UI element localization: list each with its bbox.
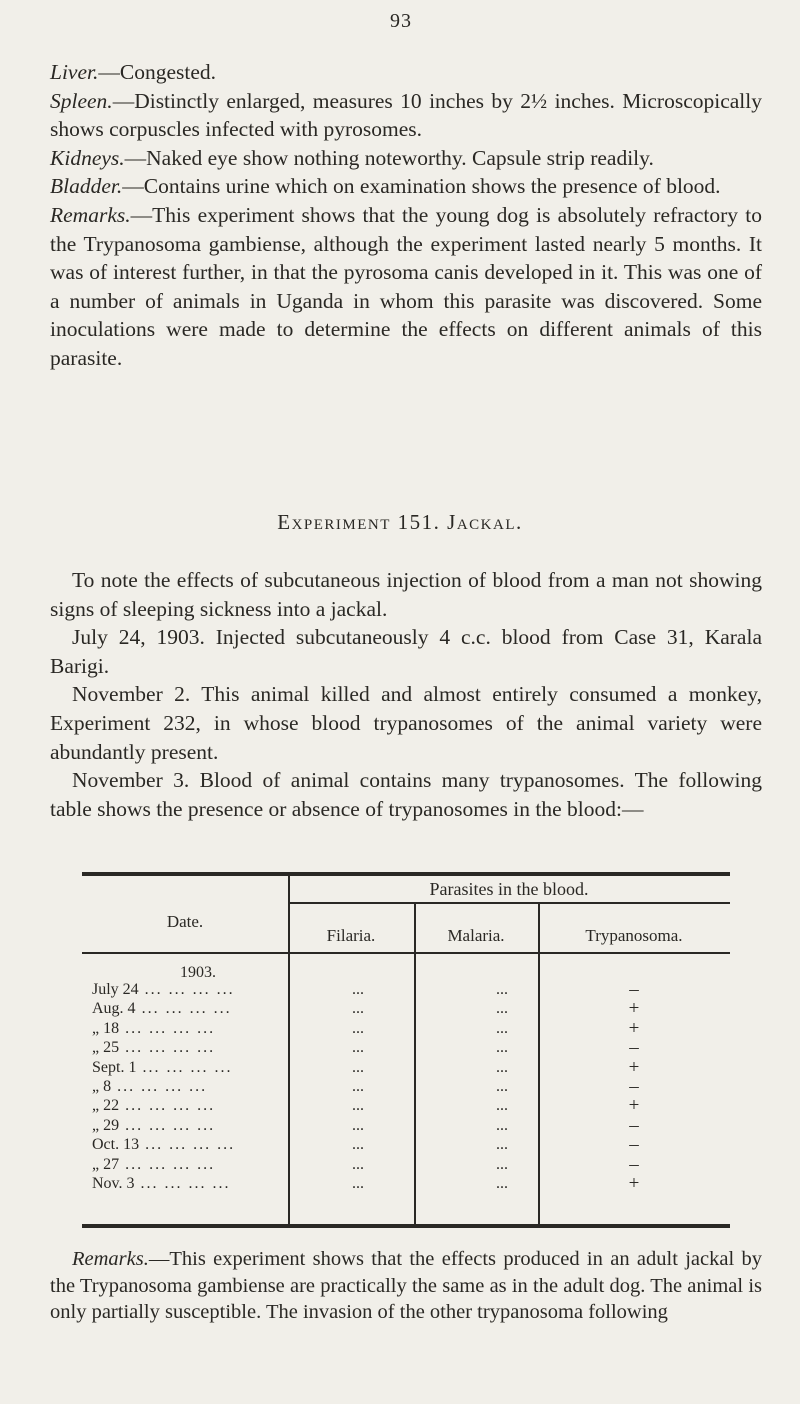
malaria-header: Malaria. (447, 926, 505, 945)
row-malaria: ... (496, 1097, 508, 1115)
table-row (82, 1019, 730, 1038)
table-row (82, 1174, 730, 1193)
page-number: 93 (390, 10, 412, 32)
row-trypanosoma: – (629, 979, 639, 1000)
row-trypanosoma: – (629, 1037, 639, 1059)
kidneys-note (50, 144, 762, 173)
liver-term: Liver. (50, 60, 99, 84)
row-date-text: July 24 (92, 981, 139, 998)
row-malaria: ... (496, 981, 508, 998)
liver-note (50, 58, 762, 87)
row-date-text: „ 29 (92, 1116, 120, 1134)
row-date-text: „ 25 (92, 1039, 120, 1057)
table-subheader-rule (288, 902, 730, 904)
table-row (82, 999, 730, 1018)
row-date-text: Oct. 13 (92, 1136, 140, 1154)
autopsy-notes (50, 58, 762, 373)
spleen-note (50, 87, 762, 144)
spleen-term: Spleen. (50, 88, 113, 113)
dot-leader: ... ... ... ... (138, 981, 235, 998)
final-remarks-term: Remarks. (72, 1248, 149, 1270)
row-trypanosoma: – (629, 1134, 639, 1156)
row-malaria: ... (496, 1058, 508, 1076)
row-trypanosoma: – (629, 1153, 639, 1175)
row-date (92, 1116, 282, 1135)
final-remarks (50, 1246, 762, 1326)
row-malaria: ... (496, 1019, 508, 1037)
dot-leader: ... ... ... ... (119, 1019, 216, 1037)
row-trypanosoma: + (628, 998, 640, 1020)
table-row (82, 1058, 730, 1077)
remarks-term: Remarks. (50, 202, 131, 227)
table-row (82, 1096, 730, 1115)
row-date-text: Aug. 4 (92, 1000, 136, 1018)
table-row (82, 1077, 730, 1096)
bladder-term: Bladder. (50, 174, 123, 199)
row-filaria: ... (352, 1136, 364, 1154)
kidneys-text: —Naked eye show nothing noteworthy. Capsule strip readily. (124, 145, 654, 170)
bladder-note (50, 172, 762, 201)
row-filaria: ... (352, 1078, 364, 1095)
row-date (92, 1077, 282, 1096)
row-filaria: ... (352, 1175, 364, 1192)
row-date-text: „ 18 (92, 1019, 120, 1037)
dot-leader: ... ... ... ... (119, 1097, 216, 1115)
row-malaria: ... (496, 1039, 508, 1057)
row-trypanosoma: + (628, 1095, 640, 1117)
row-date-text: „ 8 (92, 1078, 112, 1095)
row-date (92, 1155, 282, 1174)
table-row (82, 980, 730, 999)
dot-leader: ... ... ... ... (119, 1155, 216, 1173)
liver-text: —Congested. (98, 60, 217, 84)
row-trypanosoma: + (628, 1173, 640, 1194)
row-malaria: ... (496, 1136, 508, 1154)
november-3-entry: November 3. Blood of animal contains many trypanosomes. The following table shows the presence or absence of trypanosomes in the blood:— (50, 768, 762, 821)
row-trypanosoma: – (629, 1076, 639, 1097)
row-filaria: ... (352, 1097, 364, 1115)
experiment-body (50, 566, 762, 823)
experiment-heading: Experiment 151. Jackal. (277, 510, 523, 534)
experiment-purpose: To note the effects of subcutaneous injection of blood from a man not showing signs of sleeping sickness into a jackal. (50, 568, 762, 621)
kidneys-term: Kidneys. (50, 145, 125, 170)
row-malaria: ... (496, 1116, 508, 1134)
row-date (92, 1135, 282, 1154)
row-date (92, 1096, 282, 1115)
row-malaria: ... (496, 1078, 508, 1095)
row-filaria: ... (352, 1019, 364, 1037)
table-row (82, 1155, 730, 1174)
remarks-text: —This experiment shows that the young dog is absolutely refractory to the Trypanosoma gambiense, although the experiment lasted nearly 5 months. It was of interest further, in that the pyrosoma canis developed in it. This was one of a number of animals in Uganda in whom this parasite was discovered. Some inoculations were made to determine the effects on different animals of this parasite. (50, 202, 762, 370)
row-date (92, 1038, 282, 1057)
injection-entry: July 24, 1903. Injected subcutaneously 4 c.c. blood from Case 31, Karala Barigi. (50, 625, 762, 678)
dot-leader: ... ... ... ... (134, 1175, 231, 1192)
row-trypanosoma: + (628, 1017, 640, 1039)
filaria-header: Filaria. (326, 926, 376, 945)
row-date-text: Nov. 3 (92, 1175, 135, 1192)
row-malaria: ... (496, 1175, 508, 1192)
row-date-text: Sept. 1 (92, 1058, 137, 1076)
table-row (82, 1135, 730, 1154)
spleen-text: —Distinctly enlarged, measures 10 inches by 2½ inches. Microscopically shows corpuscles infected with pyrosomes. (50, 88, 762, 142)
dot-leader: ... ... ... ... (119, 1116, 216, 1134)
remarks-note (50, 201, 762, 373)
dot-leader: ... ... ... ... (119, 1039, 216, 1057)
table-row (82, 1116, 730, 1135)
row-date (92, 980, 282, 999)
row-date-text: „ 27 (92, 1155, 120, 1173)
row-date-text: „ 22 (92, 1097, 120, 1115)
row-malaria: ... (496, 1155, 508, 1173)
parasites-header: Parasites in the blood. (429, 879, 589, 899)
row-filaria: ... (352, 981, 364, 998)
row-trypanosoma: + (628, 1056, 640, 1078)
dot-leader: ... ... ... ... (136, 1058, 233, 1076)
row-date (92, 1058, 282, 1077)
row-date (92, 999, 282, 1018)
row-date (92, 1174, 282, 1193)
date-header: Date. (166, 912, 204, 931)
row-filaria: ... (352, 1039, 364, 1057)
table-bottom-rule (82, 1224, 730, 1228)
final-remarks-note (50, 1246, 762, 1326)
table-header-rule (82, 952, 730, 954)
row-filaria: ... (352, 1116, 364, 1134)
bladder-text: —Contains urine which on examination shows the presence of blood. (122, 174, 721, 199)
dot-leader: ... ... ... ... (111, 1078, 208, 1095)
final-remarks-text: —This experiment shows that the effects produced in an adult jackal by the Trypanosoma gambiense are practically the same as in the adult dog. The animal is only partially susceptible. The invasion of the other trypanosoma following (50, 1248, 762, 1323)
dot-leader: ... ... ... ... (135, 1000, 232, 1018)
table-row (82, 1038, 730, 1057)
trypanosoma-header: Trypanosoma. (585, 926, 683, 945)
row-filaria: ... (352, 1000, 364, 1018)
november-2-entry: November 2. This animal killed and almost entirely consumed a monkey, Experiment 232, in whose blood trypanosomes of the animal variety were abundantly present. (50, 682, 762, 764)
row-filaria: ... (352, 1058, 364, 1076)
table-top-rule (82, 872, 730, 876)
parasite-table (82, 872, 730, 1232)
row-malaria: ... (496, 1000, 508, 1018)
row-date (92, 1019, 282, 1038)
table-year: 1903. (180, 964, 216, 981)
row-filaria: ... (352, 1155, 364, 1173)
row-trypanosoma: – (629, 1114, 639, 1136)
dot-leader: ... ... ... ... (139, 1136, 236, 1154)
